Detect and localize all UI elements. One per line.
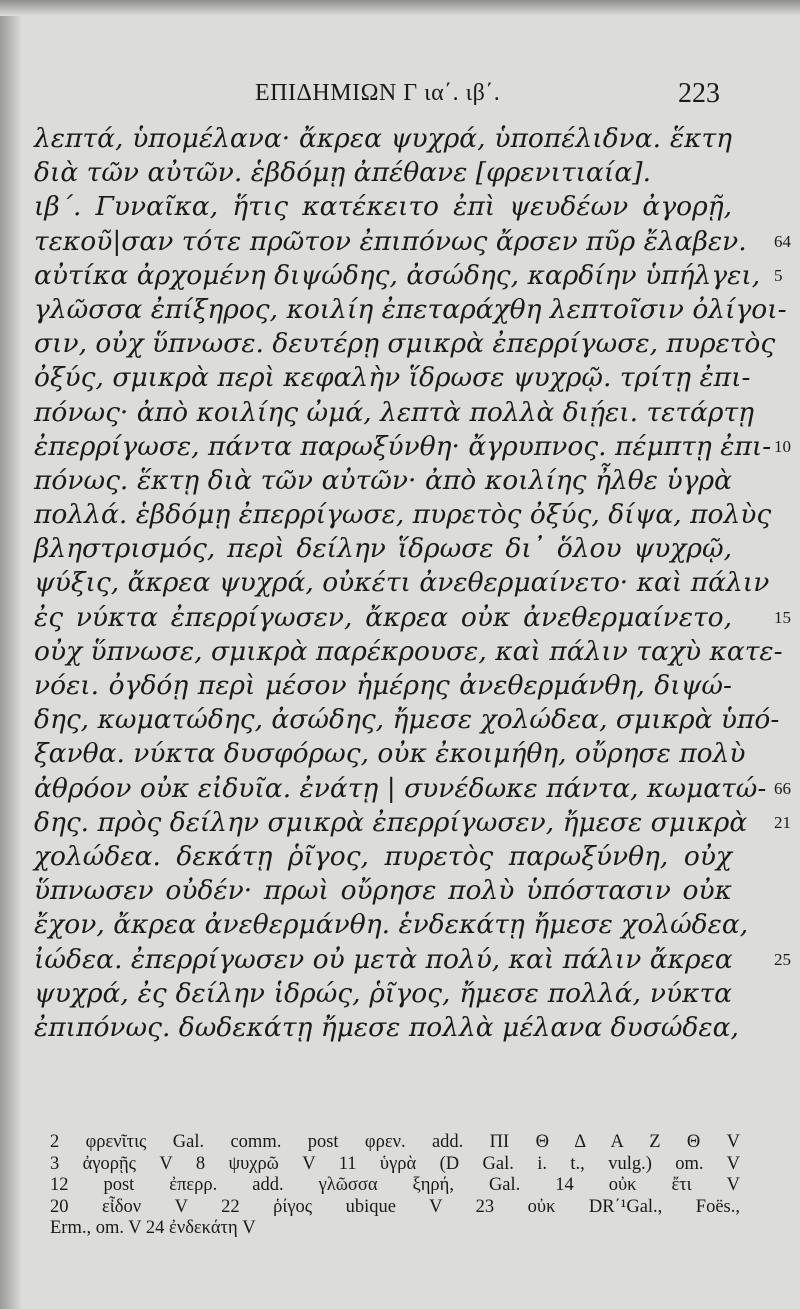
text-line <box>34 977 732 1011</box>
text-line-content: διὰ τῶν αὐτῶν. ἑβδόμῃ ἀπέθανε [φρενιτιαία]. <box>34 157 651 189</box>
margin-line-number: 25 <box>774 949 791 969</box>
text-line <box>34 669 732 703</box>
text-line <box>34 532 732 566</box>
text-line <box>34 943 791 977</box>
text-line <box>34 122 732 156</box>
margin-line-number: 10 <box>774 436 791 456</box>
text-line <box>34 464 732 498</box>
text-line <box>34 874 732 908</box>
text-line-content: πόνως. ἕκτῃ διὰ τῶν αὐτῶν· ἀπὸ κοιλίης ἦλθε ὑγρὰ <box>34 464 732 496</box>
text-line-content: πολλά. ἑβδόμῃ ἐπερρίγωσε, πυρετὸς ὀξύς, δίψα, πολὺς <box>34 499 772 531</box>
running-head: ΕΠΙΔΗΜΙΩΝ Γ ια΄. ιβ΄. <box>255 80 501 106</box>
margin-line-number: 66 <box>774 778 791 798</box>
binding-shadow <box>0 0 22 1309</box>
text-line-content: οὐχ ὕπνωσε, σμικρὰ παρέκρουσε, καὶ πάλιν ταχὺ κατε- <box>34 635 783 667</box>
text-line <box>34 806 791 840</box>
text-line-content: ψύξις, ἄκρεα ψυχρά, οὐκέτι ἀνεθερμαίνετο· καὶ πάλιν <box>34 567 770 599</box>
text-line-content: χολώδεα. δεκάτῃ ῥῖγος, πυρετὸς παρωξύνθη, οὐχ <box>34 840 732 872</box>
page-header <box>0 78 800 114</box>
text-line-content: δης. πρὸς δείλην σμικρὰ ἐπερρίγωσεν, ἤμεσε σμικρὰ <box>34 806 748 838</box>
margin-line-number: 15 <box>774 607 791 627</box>
page-number: 223 <box>678 78 720 109</box>
text-line-content: αὐτίκα ἀρχομένη διψώδης, ἀσώδης, καρδίην ὑπήλγει, <box>34 259 761 291</box>
text-line <box>34 327 776 361</box>
text-line-content: ἀθρόον οὐκ εἰδυῖα. ἐνάτῃ | συνέδωκε πάντα, κωματώ- <box>34 772 767 804</box>
text-line <box>34 635 783 669</box>
margin-line-number: 5 <box>774 265 783 285</box>
margin-line-number: 64 <box>774 231 791 251</box>
text-line-content: λεπτά, ὑπομέλανα· ἄκρεα ψυχρά, ὑποπέλιδνα. ἕκτη <box>34 123 732 154</box>
footnote-line: 3 ἀγορῇς V 8 ψυχρῶ V 11 ὑγρὰ (D Gal. i. t., vulg.) om. V <box>50 1153 740 1174</box>
text-line-content: ἐς νύκτα ἐπερρίγωσεν, ἄκρεα οὐκ ἀνεθερμαίνετο, <box>34 601 732 633</box>
text-line-content: ὀξύς, σμικρὰ περὶ κεφαλὴν ἵδρωσε ψυχρῷ. τρίτῃ ἐπι- <box>34 362 751 394</box>
text-line-content: ἔχον, ἄκρεα ἀνεθερμάνθη. ἑνδεκάτῃ ἤμεσε χολώδεα, <box>34 909 749 941</box>
text-line-content: ἰώδεα. ἐπερρίγωσεν οὐ μετὰ πολύ, καὶ πάλιν ἄκρεα <box>34 943 733 975</box>
text-line-content: ιβ΄. Γυναῖκα, ἥτις κατέκειτο ἐπὶ ψευδέων ἀγορῇ, <box>34 191 732 223</box>
text-line <box>34 840 732 874</box>
text-line <box>34 225 791 259</box>
footnote-line: 12 post ἐπερρ. add. γλῶσσα ξηρή, Gal. 14 οὐκ ἔτι V <box>50 1175 740 1195</box>
text-line <box>34 1011 739 1045</box>
text-line <box>34 601 791 635</box>
text-line-content: γλῶσσα ἐπίξηρος, κοιλίη ἐπεταράχθη λεπτοῖσιν ὀλίγοι- <box>34 293 787 325</box>
text-line <box>34 293 787 327</box>
text-line-content: πόνως· ἀπὸ κοιλίης ὠμά, λεπτὰ πολλὰ διῄει. τετάρτῃ <box>34 396 755 428</box>
text-line <box>34 498 772 532</box>
text-line-content: νόει. ὀγδόῃ περὶ μέσον ἡμέρης ἀνεθερμάνθη, διψώ- <box>34 670 732 701</box>
text-line-content: ξανθα. νύκτα δυσφόρως, οὐκ ἐκοιμήθη, οὔρησε πολὺ <box>34 738 746 770</box>
text-line <box>34 737 746 771</box>
text-line-content: ψυχρά, ἐς δείλην ἱδρώς, ῥῖγος, ἤμεσε πολλά, νύκτα <box>34 977 732 1009</box>
margin-line-number: 21 <box>774 812 791 832</box>
text-line <box>34 396 755 430</box>
text-line <box>34 566 770 600</box>
critical-apparatus <box>50 1132 740 1240</box>
text-line <box>34 259 783 293</box>
main-text-block <box>34 122 791 1045</box>
text-line <box>34 772 791 806</box>
text-line <box>34 703 780 737</box>
text-line <box>34 361 751 395</box>
text-line-content: βληστρισμός, περὶ δείλην ἵδρωσε δι᾽ ὅλου ψυχρῷ, <box>34 533 732 565</box>
text-line-content: ἐπερρίγωσε, πάντα παρωξύνθη· ἄγρυπνος. πέμπτῃ ἐπι- <box>34 430 772 462</box>
text-line <box>34 190 732 224</box>
footnote-line: 20 εἶδον V 22 ῥίγος ubique V 23 οὐκ DR΄¹Gal., Foës., <box>50 1196 740 1217</box>
text-line-content: δης, κωματώδης, ἀσώδης, ἤμεσε χολώδεα, σμικρὰ ὑπό- <box>34 704 780 736</box>
text-line-content: σιν, οὐχ ὕπνωσε. δευτέρῃ σμικρὰ ἐπερρίγωσε, πυρετὸς <box>34 328 776 360</box>
text-line-content: τεκοῦ|σαν τότε πρῶτον ἐπιπόνως ἄρσεν πῦρ ἔλαβεν. <box>34 225 747 257</box>
text-line <box>34 156 732 190</box>
text-line <box>34 908 749 942</box>
footnote-line: 2 φρενῖτις Gal. comm. post φρεν. add. ΠΙ Θ Δ Α Ζ Θ V <box>50 1132 740 1152</box>
footnote-line: Erm., om. V 24 ἐνδεκάτη V <box>50 1218 256 1238</box>
text-line <box>34 430 791 464</box>
top-edge-shadow <box>0 0 800 16</box>
text-line-content: ὕπνωσεν οὐδέν· πρωὶ οὔρησε πολὺ ὑπόστασιν οὐκ <box>34 875 732 907</box>
text-line-content: ἐπιπόνως. δωδεκάτῃ ἤμεσε πολλὰ μέλανα δυσώδεα, <box>34 1011 739 1043</box>
